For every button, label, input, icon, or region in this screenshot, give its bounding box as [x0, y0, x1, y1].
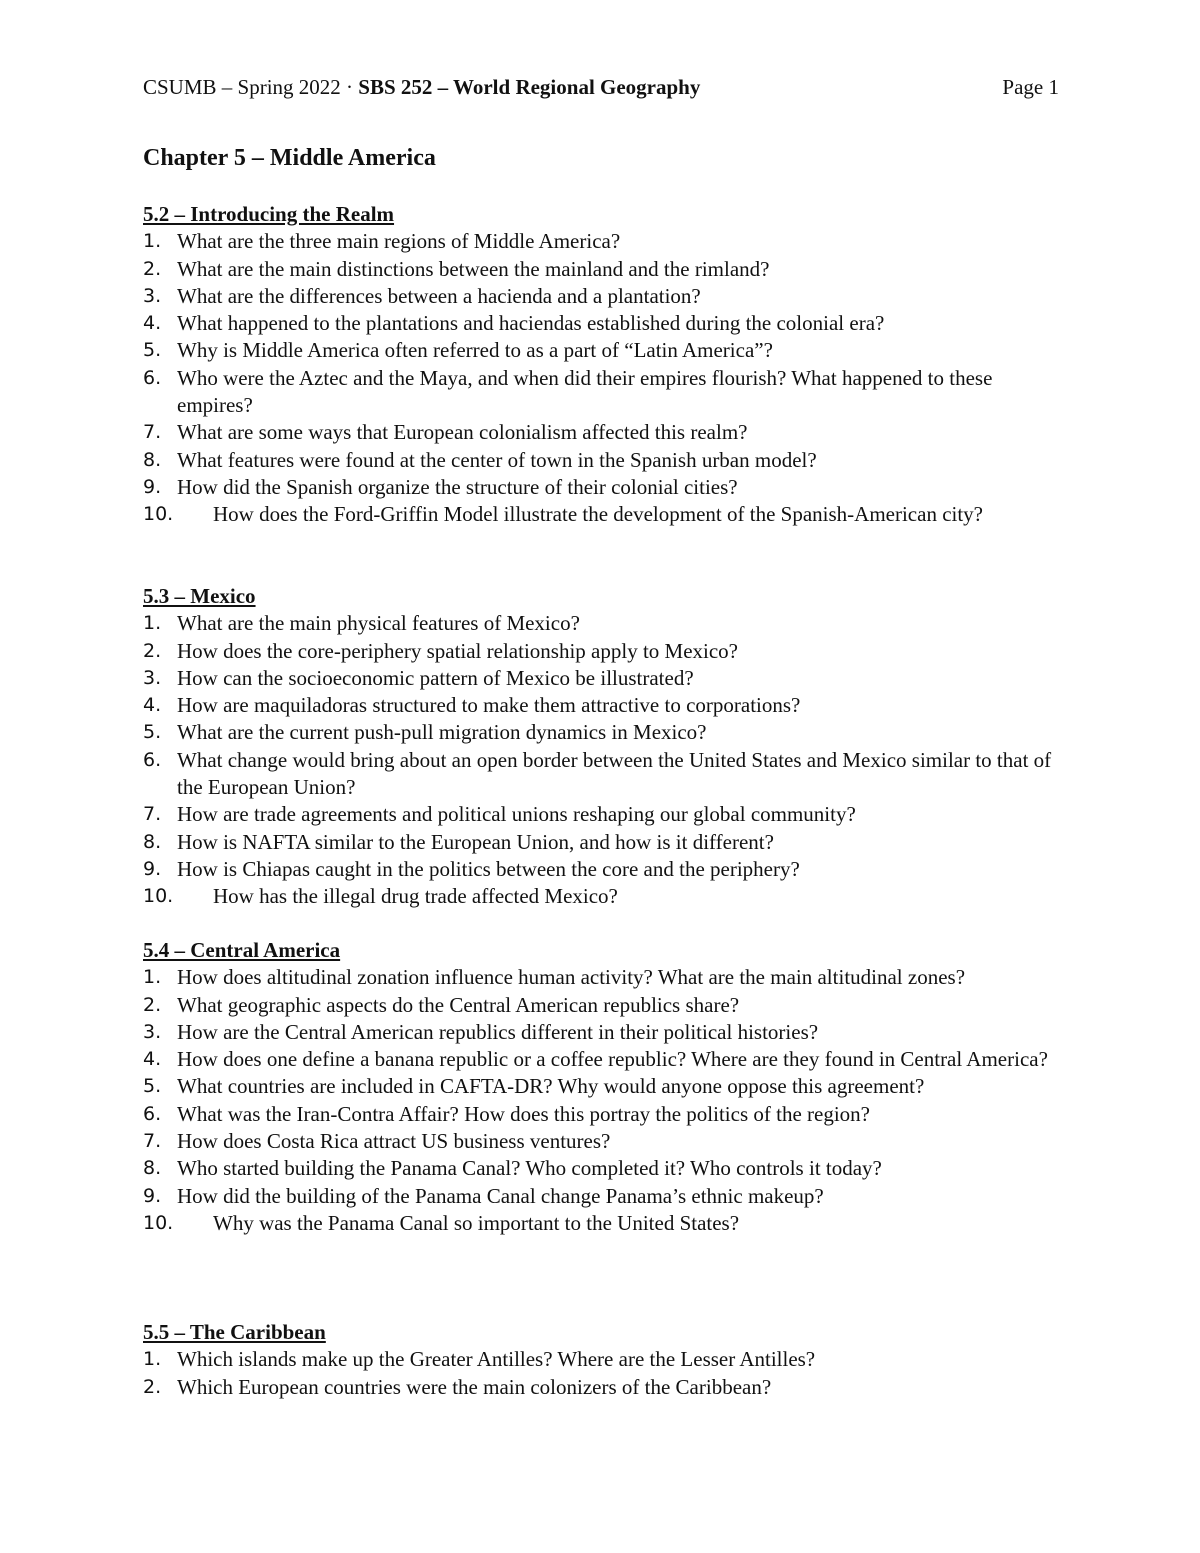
- question-text: Why was the Panama Canal so important to the United States?: [213, 1210, 740, 1235]
- question-item: [143, 883, 1073, 910]
- question-item: [143, 1073, 1073, 1100]
- question-text: What are some ways that European colonialism affected this realm?: [177, 420, 748, 445]
- question-item: [143, 1183, 1073, 1210]
- page-header: [143, 72, 1059, 102]
- question-number: 4.: [143, 312, 162, 335]
- question-text: Which islands make up the Greater Antilles? Where are the Lesser Antilles?: [177, 1347, 816, 1372]
- question-item: [143, 283, 1073, 310]
- question-number: 7.: [143, 1130, 162, 1153]
- question-number: 5.: [143, 1075, 162, 1098]
- question-number: 7.: [143, 803, 162, 826]
- question-text: What change would bring about an open border between the United States and Mexico similar to that of the European Union?: [177, 747, 1052, 800]
- question-number: 3.: [143, 1020, 162, 1043]
- question-text: How does one define a banana republic or a coffee republic? Where are they found in Central America?: [177, 1047, 1048, 1072]
- question-number: 6.: [143, 366, 162, 389]
- page-number: Page 1: [1002, 75, 1059, 99]
- course-header: [143, 72, 700, 102]
- question-text: How is Chiapas caught in the politics between the core and the periphery?: [177, 856, 800, 881]
- question-item: [143, 1046, 1073, 1073]
- question-number: 9.: [143, 857, 162, 880]
- question-number: 2.: [143, 257, 162, 280]
- question-item: [143, 1019, 1073, 1046]
- section-5-3: [143, 583, 1073, 911]
- section-title: 5.3 – Mexico: [143, 584, 256, 608]
- question-number: 2.: [143, 639, 162, 662]
- question-number: 4.: [143, 1048, 162, 1071]
- question-item: [143, 856, 1073, 883]
- question-number: 9.: [143, 475, 162, 498]
- question-list: [143, 228, 1073, 528]
- question-item: [143, 256, 1073, 283]
- question-number: 10.: [143, 1211, 174, 1234]
- question-text: How does the core-periphery spatial relationship apply to Mexico?: [177, 638, 738, 663]
- chapter-title: Chapter 5 – Middle America: [143, 145, 436, 171]
- question-text: How does altitudinal zonation influence human activity? What are the main altitudinal zones?: [177, 965, 966, 990]
- question-number: 2.: [143, 1375, 162, 1398]
- question-text: How did the building of the Panama Canal change Panama’s ethnic makeup?: [177, 1183, 824, 1208]
- question-number: 5.: [143, 721, 162, 744]
- question-item: [143, 365, 1073, 420]
- question-number: 1.: [143, 1348, 162, 1371]
- question-item: [143, 337, 1073, 364]
- question-number: 1.: [143, 230, 162, 253]
- section-title: 5.5 – The Caribbean: [143, 1320, 326, 1344]
- question-list: [143, 964, 1073, 1237]
- question-number: 7.: [143, 421, 162, 444]
- question-text: How has the illegal drug trade affected Mexico?: [213, 884, 618, 909]
- question-item: [143, 447, 1073, 474]
- question-number: 3.: [143, 666, 162, 689]
- question-number: 1.: [143, 612, 162, 635]
- question-text: What are the three main regions of Middle America?: [177, 229, 621, 254]
- section-5-4: [143, 937, 1073, 1237]
- section-title: 5.2 – Introducing the Realm: [143, 202, 395, 226]
- question-number: 1.: [143, 966, 162, 989]
- question-list: [143, 610, 1073, 910]
- question-number: 10.: [143, 503, 174, 526]
- question-item: [143, 964, 1073, 991]
- question-item: [143, 1210, 1073, 1237]
- question-number: 8.: [143, 830, 162, 853]
- question-text: What are the current push-pull migration dynamics in Mexico?: [177, 720, 707, 745]
- question-text: How is NAFTA similar to the European Union, and how is it different?: [177, 829, 774, 854]
- question-item: [143, 1128, 1073, 1155]
- question-number: 6.: [143, 748, 162, 771]
- question-text: Why is Middle America often referred to as a part of “Latin America”?: [177, 338, 773, 363]
- question-number: 2.: [143, 993, 162, 1016]
- question-text: What happened to the plantations and haciendas established during the colonial era?: [177, 311, 885, 336]
- question-number: 10.: [143, 885, 174, 908]
- question-item: [143, 1374, 1073, 1401]
- question-item: [143, 692, 1073, 719]
- question-text: What are the differences between a hacienda and a plantation?: [177, 283, 701, 308]
- question-text: How does Costa Rica attract US business ventures?: [177, 1129, 611, 1154]
- question-text: What are the main distinctions between the mainland and the rimland?: [177, 256, 770, 281]
- question-text: Who were the Aztec and the Maya, and when did their empires flourish? What happened to these empires?: [177, 365, 993, 418]
- question-text: How are trade agreements and political unions reshaping our global community?: [177, 802, 856, 827]
- question-text: What countries are included in CAFTA-DR? Why would anyone oppose this agreement?: [177, 1074, 925, 1099]
- question-number: 8.: [143, 1157, 162, 1180]
- section-5-5: [143, 1319, 1073, 1401]
- question-text: Who started building the Panama Canal? Who completed it? Who controls it today?: [177, 1156, 882, 1181]
- question-number: 3.: [143, 284, 162, 307]
- question-item: [143, 1101, 1073, 1128]
- question-item: [143, 665, 1073, 692]
- question-item: [143, 228, 1073, 255]
- question-number: 4.: [143, 694, 162, 717]
- question-item: [143, 801, 1073, 828]
- question-item: [143, 1155, 1073, 1182]
- question-text: How are maquiladoras structured to make them attractive to corporations?: [177, 693, 801, 718]
- question-text: What geographic aspects do the Central American republics share?: [177, 992, 740, 1017]
- question-item: [143, 829, 1073, 856]
- question-item: [143, 501, 1073, 528]
- course-title: SBS 252 – World Regional Geography: [358, 75, 701, 99]
- section-title: 5.4 – Central America: [143, 938, 341, 962]
- term-label: CSUMB – Spring 2022 ·: [143, 75, 359, 99]
- question-text: How can the socioeconomic pattern of Mexico be illustrated?: [177, 665, 694, 690]
- question-item: [143, 638, 1073, 665]
- question-number: 9.: [143, 1184, 162, 1207]
- question-number: 5.: [143, 339, 162, 362]
- question-number: 8.: [143, 448, 162, 471]
- question-item: [143, 310, 1073, 337]
- question-text: Which European countries were the main colonizers of the Caribbean?: [177, 1374, 772, 1399]
- section-5-2: [143, 201, 1073, 529]
- question-text: What was the Iran-Contra Affair? How does this portray the politics of the region?: [177, 1101, 870, 1126]
- question-item: [143, 1346, 1073, 1373]
- question-list: [143, 1346, 1073, 1401]
- question-text: How are the Central American republics different in their political histories?: [177, 1019, 819, 1044]
- question-text: What features were found at the center of town in the Spanish urban model?: [177, 447, 817, 472]
- question-item: [143, 610, 1073, 637]
- question-text: How does the Ford-Griffin Model illustrate the development of the Spanish-American city?: [213, 502, 984, 527]
- question-item: [143, 992, 1073, 1019]
- question-item: [143, 747, 1073, 802]
- question-number: 6.: [143, 1102, 162, 1125]
- question-item: [143, 719, 1073, 746]
- question-text: What are the main physical features of Mexico?: [177, 611, 580, 636]
- question-item: [143, 474, 1073, 501]
- question-text: How did the Spanish organize the structure of their colonial cities?: [177, 474, 738, 499]
- question-item: [143, 419, 1073, 446]
